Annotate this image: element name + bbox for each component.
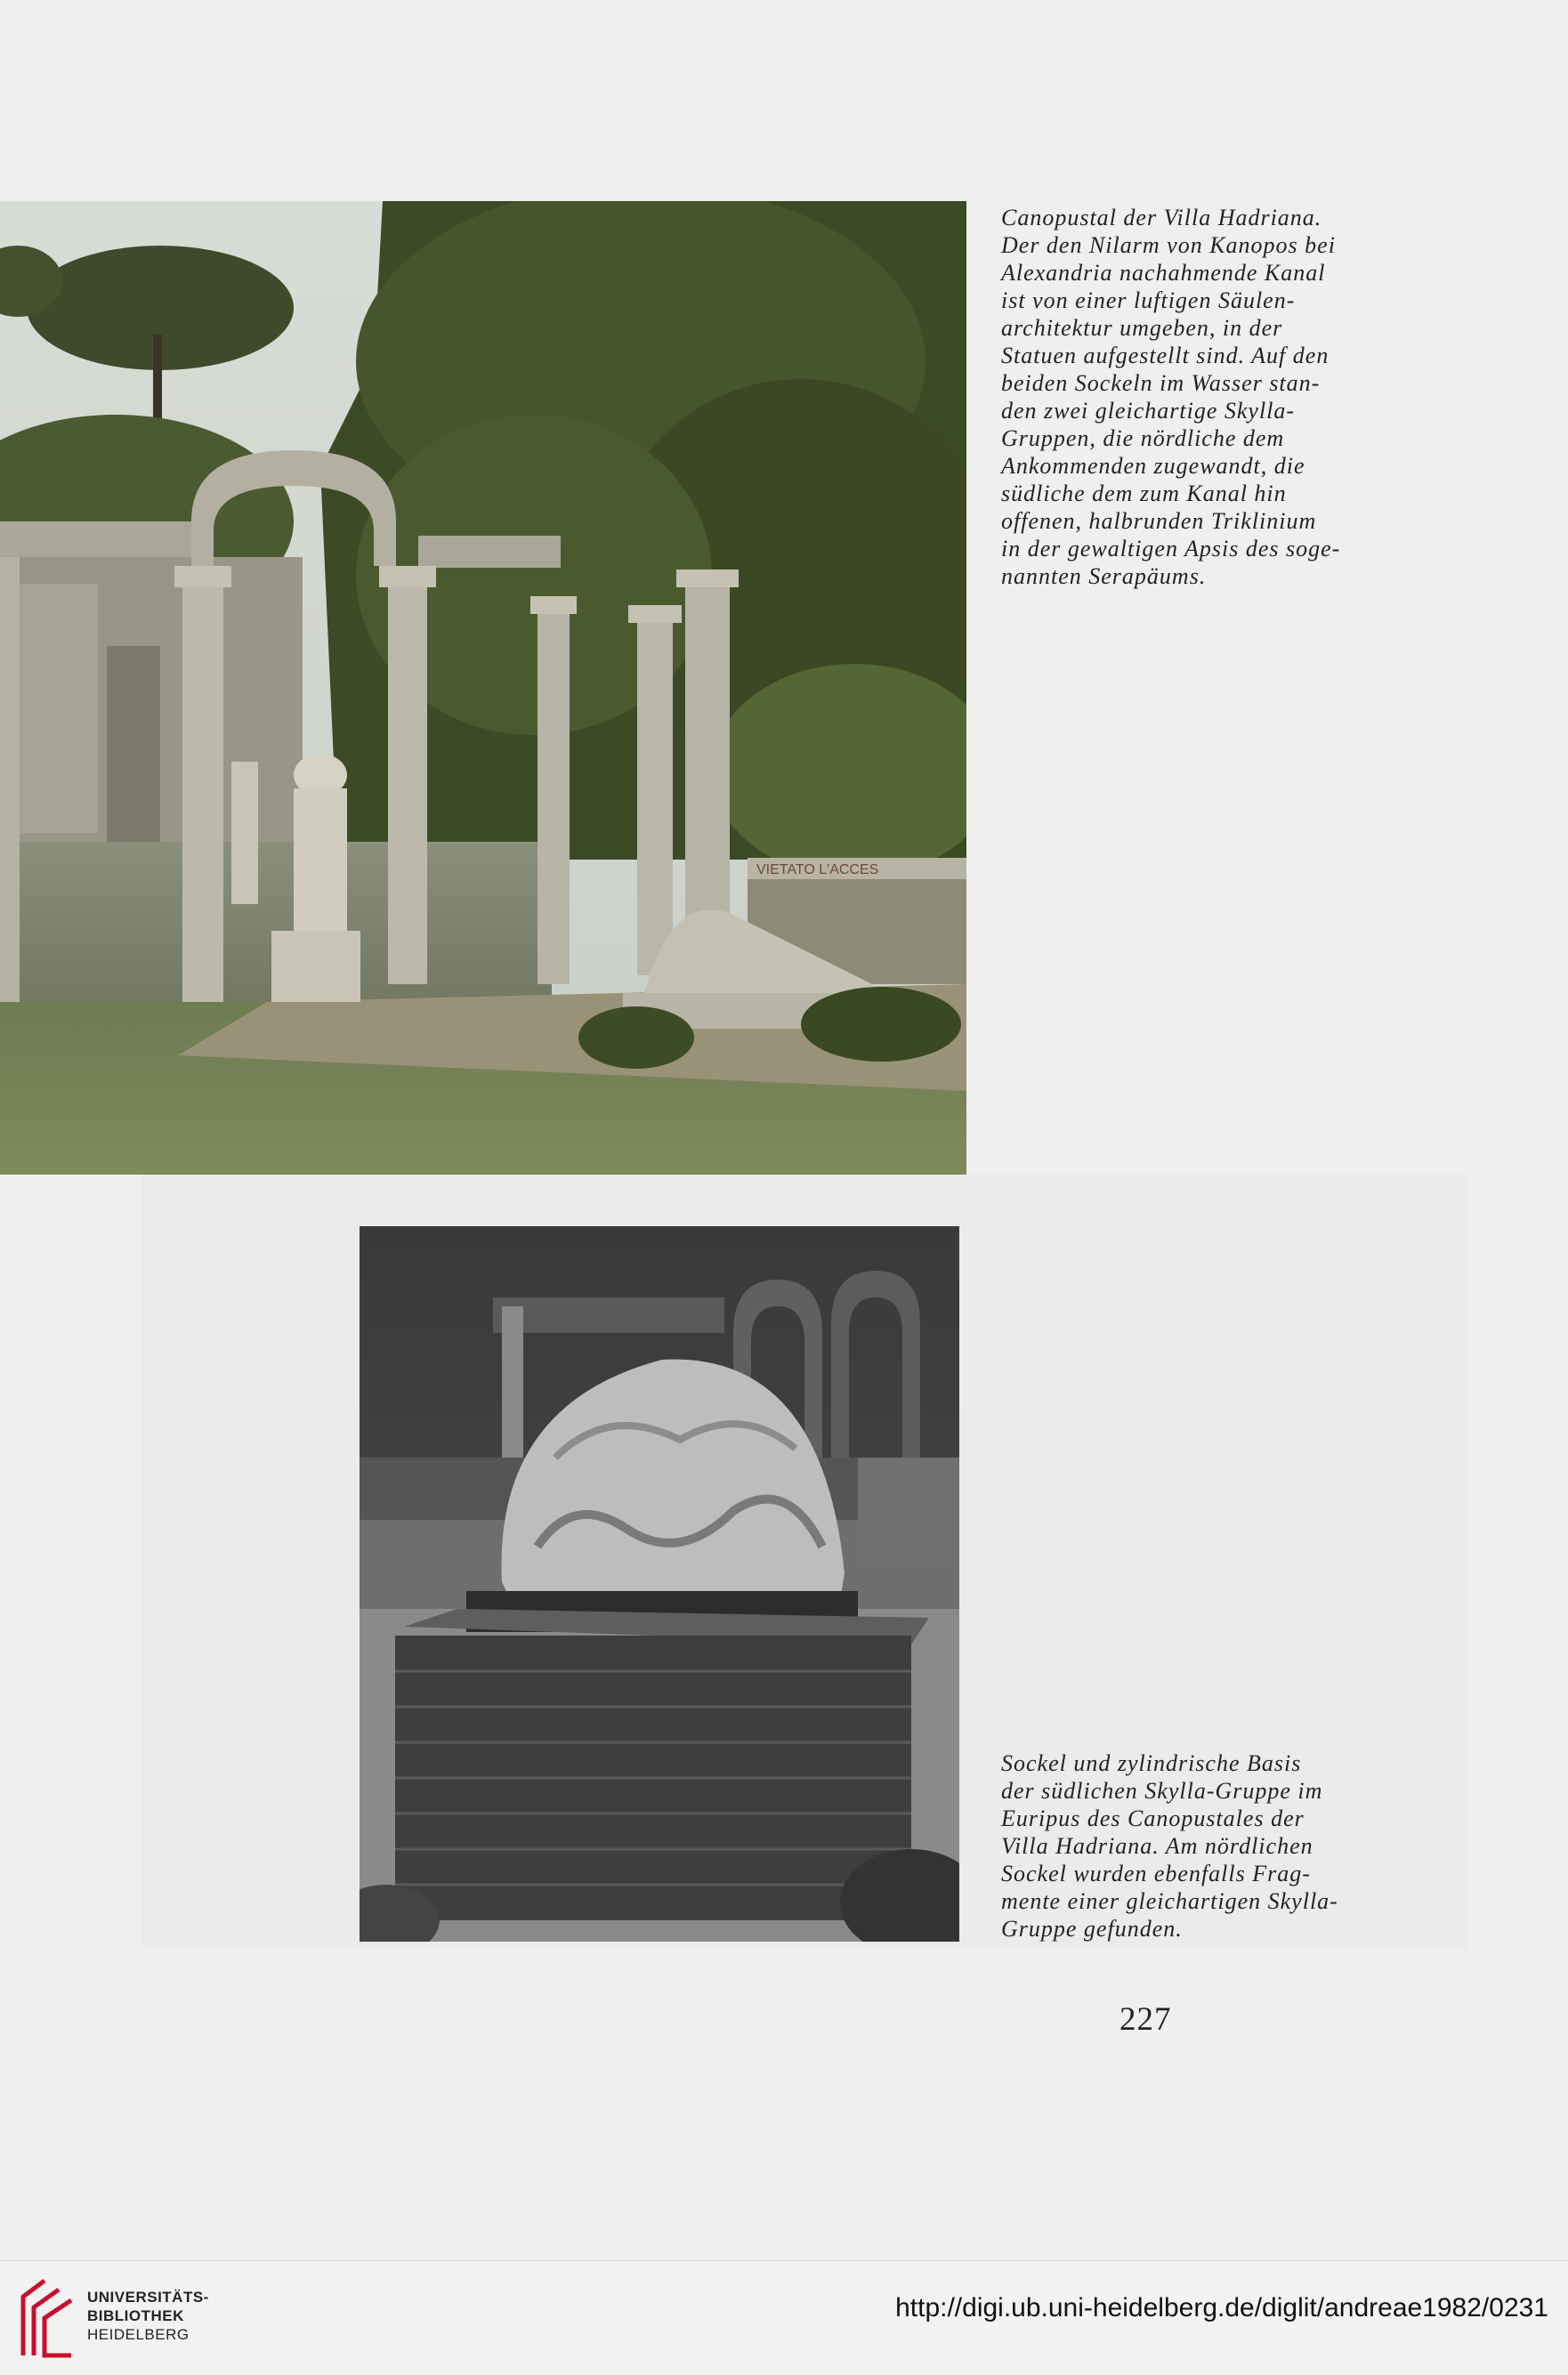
caption-bottom [1001, 1749, 1338, 1943]
caption-top-line: ist von einer luftigen Säulen- [1001, 287, 1296, 313]
caption-top-line: offenen, halbrunden Triklinium [1001, 508, 1317, 534]
caption-top-line: den zwei gleichartige Skylla- [1001, 398, 1296, 424]
caption-top-line: südliche dem zum Kanal hin [1001, 481, 1287, 506]
caption-top [1001, 204, 1340, 590]
footer-bar [0, 2260, 1568, 2375]
source-url-link[interactable]: http://digi.ub.uni-heidelberg.de/diglit/andreae1982/0231 [895, 2293, 1548, 2322]
library-logo-icon [18, 2277, 77, 2359]
library-name-line: UNIVERSITÄTS- [87, 2289, 209, 2306]
library-name [87, 2288, 209, 2344]
caption-bottom-line: Sockel und zylindrische Basis [1001, 1750, 1302, 1776]
caption-top-line: Statuen aufgestellt sind. Auf den [1001, 343, 1330, 368]
library-name-line: BIBLIOTHEK [87, 2307, 184, 2324]
caption-top-line: Canopustal der Villa Hadriana. [1001, 205, 1322, 230]
caption-top-line: Der den Nilarm von Kanopos bei [1001, 232, 1336, 258]
sign-text: VIETATO L'ACCES [756, 862, 879, 877]
caption-bottom-line: Villa Hadriana. Am nördlichen [1001, 1833, 1313, 1859]
caption-top-line: beiden Sockeln im Wasser stan- [1001, 370, 1321, 396]
caption-bottom-line: Euripus des Canopustales der [1001, 1805, 1305, 1831]
caption-top-line: in der gewaltigen Apsis des soge- [1001, 536, 1341, 561]
caption-bottom-line: mente einer gleichartigen Skylla- [1001, 1888, 1338, 1914]
page-number: 227 [1119, 2001, 1172, 2038]
caption-top-line: nannten Serapäums. [1001, 563, 1207, 589]
caption-bottom-line: der südlichen Skylla-Gruppe im [1001, 1778, 1323, 1804]
caption-bottom-line: Sockel wurden ebenfalls Frag- [1001, 1861, 1311, 1886]
caption-top-line: Ankommenden zugewandt, die [1001, 453, 1305, 479]
caption-top-line: architektur umgeben, in der [1001, 315, 1283, 341]
caption-top-line: Alexandria nachahmende Kanal [1001, 260, 1326, 286]
canopus-photo [0, 201, 966, 1175]
caption-bottom-line: Gruppe gefunden. [1001, 1916, 1183, 1942]
library-name-line: HEIDELBERG [87, 2326, 190, 2343]
caption-top-line: Gruppen, die nördliche dem [1001, 425, 1285, 451]
plinth-photo [360, 1226, 959, 1942]
